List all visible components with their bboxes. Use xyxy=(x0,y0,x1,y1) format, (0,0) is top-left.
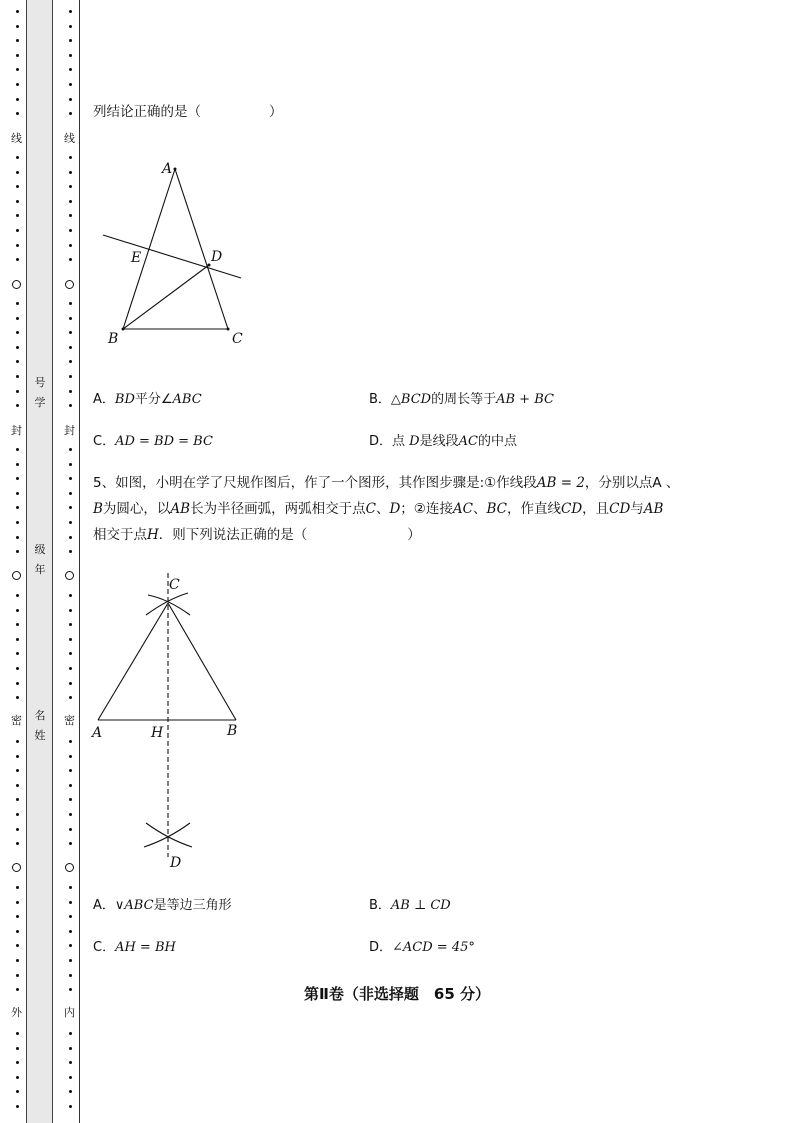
option-math: BCD xyxy=(400,392,432,407)
q4-option-a[interactable] xyxy=(93,388,202,407)
binding-dot xyxy=(69,740,72,743)
binding-dot xyxy=(16,652,19,655)
q5-math: AB xyxy=(643,501,664,517)
binding-dot xyxy=(69,828,72,831)
q5-text: ，且 xyxy=(582,501,610,517)
binding-dot xyxy=(69,185,72,188)
q5-text: ） xyxy=(407,527,421,543)
binding-dot xyxy=(69,302,72,305)
binding-dot xyxy=(16,550,19,553)
option-math: ∠ACD = 45° xyxy=(392,940,475,955)
q4-triangle-figure xyxy=(95,155,255,350)
q4-stem xyxy=(93,100,283,120)
q5-text: 、 xyxy=(472,501,487,517)
binding-dot xyxy=(69,1061,72,1064)
binding-dot xyxy=(16,609,19,612)
option-prefix: D． xyxy=(369,940,393,955)
q5-text: ，分别以点A 、 xyxy=(584,475,680,491)
binding-dot xyxy=(69,83,72,86)
option-math: AH = BH xyxy=(115,940,176,955)
binding-dot xyxy=(16,185,19,188)
binding-dot xyxy=(16,594,19,597)
binding-dot xyxy=(16,39,19,42)
q5-construction-figure xyxy=(88,565,253,875)
binding-dot xyxy=(16,696,19,699)
binding-dot xyxy=(69,200,72,203)
segment-bd xyxy=(123,265,209,329)
q4-option-d[interactable] xyxy=(369,430,517,449)
binding-dot xyxy=(69,623,72,626)
binding-dot xyxy=(69,317,72,320)
binding-dot xyxy=(16,536,19,539)
inner-mark-feng: 封 xyxy=(64,424,75,437)
binding-dot xyxy=(16,915,19,918)
binding-dot xyxy=(69,594,72,597)
option-prefix: C． xyxy=(93,434,116,449)
option-text: 是等边三角形 xyxy=(153,898,232,913)
binding-dot xyxy=(16,1047,19,1050)
label-h: H xyxy=(151,725,164,741)
outer-circle xyxy=(12,863,21,872)
binding-dot xyxy=(16,214,19,217)
q5-math: CD xyxy=(560,501,583,517)
q5-text: 与 xyxy=(630,501,644,517)
inner-mark-nei: 内 xyxy=(64,1006,75,1019)
binding-dot xyxy=(16,1090,19,1093)
q5-text: 为圆心，以 xyxy=(102,501,171,517)
option-prefix: A． xyxy=(93,392,115,407)
field-char: 名 xyxy=(34,709,46,722)
binding-dot xyxy=(16,798,19,801)
inner-circle xyxy=(65,280,74,289)
q5-math: C xyxy=(365,501,376,517)
binding-dot xyxy=(16,448,19,451)
binding-dot xyxy=(69,258,72,261)
binding-dot xyxy=(16,302,19,305)
option-math: ABC xyxy=(124,898,154,913)
student-id-label xyxy=(33,373,47,413)
binding-dot xyxy=(69,652,72,655)
q5-math: AC xyxy=(452,501,473,517)
inner-mark-xian: 线 xyxy=(64,132,75,145)
binding-dot xyxy=(69,112,72,115)
q5-option-c[interactable] xyxy=(93,936,176,955)
field-char: 学 xyxy=(34,396,46,409)
binding-dot xyxy=(16,755,19,758)
binding-dot xyxy=(16,944,19,947)
binding-dot xyxy=(69,682,72,685)
binding-dot xyxy=(69,974,72,977)
inner-mark-mi: 密 xyxy=(64,714,75,727)
binding-dot xyxy=(69,1047,72,1050)
binding-dot xyxy=(69,229,72,232)
binding-dot xyxy=(16,404,19,407)
binding-dot xyxy=(69,536,72,539)
inner-circle xyxy=(65,571,74,580)
binding-dot xyxy=(69,10,72,13)
label-e: E xyxy=(131,250,142,266)
binding-dot xyxy=(16,98,19,101)
option-math: BD xyxy=(114,392,135,407)
q4-option-c[interactable] xyxy=(93,430,213,449)
binding-dot xyxy=(16,974,19,977)
binding-dot xyxy=(69,959,72,962)
q4-stem-close: ） xyxy=(269,104,283,120)
q5-math: CD xyxy=(609,501,631,517)
binding-dot xyxy=(16,842,19,845)
field-char: 级 xyxy=(34,543,46,556)
binding-dot xyxy=(69,1076,72,1079)
binding-dot xyxy=(69,404,72,407)
binding-dot xyxy=(69,171,72,174)
option-text: 的周长等于 xyxy=(431,392,497,407)
binding-dot xyxy=(16,83,19,86)
q5-math: H xyxy=(147,527,159,543)
q5-option-d[interactable] xyxy=(369,936,475,955)
binding-dot xyxy=(16,667,19,670)
binding-dot xyxy=(69,54,72,57)
inner-circle xyxy=(65,863,74,872)
binding-dot xyxy=(16,346,19,349)
binding-dot xyxy=(69,798,72,801)
outer-mark-feng: 封 xyxy=(11,424,22,437)
binding-dot xyxy=(16,229,19,232)
binding-dot xyxy=(69,39,72,42)
q5-text: 5、如图，小明在学了尺规作图后，作了一个图形，其作图步骤是:①作线段 xyxy=(93,475,537,491)
q4-stem-text: 列结论正确的是（ xyxy=(93,104,201,120)
binding-dot xyxy=(69,550,72,553)
q4-option-b[interactable] xyxy=(369,388,554,407)
outer-mark-wai: 外 xyxy=(11,1006,22,1019)
q5-math: AB xyxy=(170,501,191,517)
binding-dot xyxy=(16,112,19,115)
binding-dot xyxy=(69,784,72,787)
binding-dot xyxy=(69,331,72,334)
binding-dot xyxy=(16,492,19,495)
field-char: 号 xyxy=(34,376,46,389)
label-a: A xyxy=(162,161,173,177)
outer-mark-mi: 密 xyxy=(11,714,22,727)
label-c: C xyxy=(232,331,243,347)
binding-dot xyxy=(69,506,72,509)
option-prefix: B． xyxy=(369,898,391,913)
option-prefix: D．点 xyxy=(369,434,410,449)
binding-dot xyxy=(69,930,72,933)
q5-stem-line1 xyxy=(93,471,679,491)
binding-dot xyxy=(69,98,72,101)
label-c: C xyxy=(169,577,180,593)
outer-circle xyxy=(12,571,21,580)
binding-dot xyxy=(16,1032,19,1035)
segment-ac xyxy=(98,603,168,720)
field-char: 姓 xyxy=(34,729,46,742)
binding-dot xyxy=(16,901,19,904)
binding-dot xyxy=(16,200,19,203)
binding-dot xyxy=(16,682,19,685)
label-b: B xyxy=(227,723,238,739)
binding-dot xyxy=(16,331,19,334)
binding-dot xyxy=(16,930,19,933)
binding-dot xyxy=(69,915,72,918)
q5-math: B xyxy=(93,501,103,517)
binding-dot xyxy=(16,10,19,13)
binding-dot xyxy=(16,1105,19,1108)
q5-text: 、 xyxy=(375,501,390,517)
name-label xyxy=(33,706,47,746)
option-text: 是线段 xyxy=(419,434,459,449)
binding-dot xyxy=(16,390,19,393)
q5-math: BC xyxy=(486,501,507,517)
binding-dot xyxy=(69,375,72,378)
binding-dot xyxy=(16,506,19,509)
binding-dot xyxy=(16,317,19,320)
binding-dot xyxy=(69,667,72,670)
binding-rule xyxy=(79,0,80,1123)
binding-dot xyxy=(69,346,72,349)
binding-dot xyxy=(69,696,72,699)
binding-dot xyxy=(69,244,72,247)
binding-dot xyxy=(69,156,72,159)
binding-dot xyxy=(69,1090,72,1093)
binding-dot xyxy=(69,944,72,947)
binding-dot xyxy=(69,68,72,71)
option-prefix: C． xyxy=(93,940,116,955)
q5-text: 相交于点 xyxy=(93,527,147,543)
binding-dot xyxy=(69,448,72,451)
binding-dot xyxy=(16,156,19,159)
q5-text: ，作直线 xyxy=(506,501,561,517)
q5-stem-line3 xyxy=(93,523,421,543)
binding-dot xyxy=(16,463,19,466)
q5-text: 长为半径画弧，两弧相交于点 xyxy=(190,501,366,517)
q5-stem-line2 xyxy=(93,497,663,517)
q5-math: D xyxy=(389,501,401,517)
binding-dot xyxy=(69,638,72,641)
option-math: AB ⊥ CD xyxy=(390,898,451,913)
binding-dot xyxy=(16,244,19,247)
binding-dot xyxy=(16,54,19,57)
binding-dot xyxy=(69,609,72,612)
q5-math: AB = 2 xyxy=(536,475,585,491)
binding-dot xyxy=(69,769,72,772)
q5-option-a[interactable] xyxy=(93,894,232,913)
binding-dot xyxy=(69,360,72,363)
option-math: AB + BC xyxy=(496,392,554,407)
binding-dot xyxy=(69,755,72,758)
binding-dot xyxy=(16,1061,19,1064)
label-b: B xyxy=(108,331,119,347)
option-math: D xyxy=(409,434,420,449)
option-text: 的中点 xyxy=(477,434,517,449)
grade-label xyxy=(33,540,47,580)
binding-dot xyxy=(69,463,72,466)
binding-dot xyxy=(16,171,19,174)
outer-circle xyxy=(12,280,21,289)
binding-dot xyxy=(69,901,72,904)
binding-dot xyxy=(69,521,72,524)
binding-dot xyxy=(16,360,19,363)
binding-dot xyxy=(69,886,72,889)
binding-margin xyxy=(0,0,82,1123)
q5-text: ．则下列说法正确的是（ xyxy=(158,527,308,543)
q5-text: ；②连接 xyxy=(400,501,453,517)
section-heading: 第Ⅱ卷（非选择题 65 分） xyxy=(304,985,490,1003)
binding-dot xyxy=(16,1076,19,1079)
binding-dot xyxy=(16,477,19,480)
option-math: AD = BD = BC xyxy=(115,434,213,449)
option-math: AC xyxy=(458,434,478,449)
binding-dot xyxy=(16,521,19,524)
option-math: ABC xyxy=(172,392,202,407)
binding-dot xyxy=(69,477,72,480)
binding-dot xyxy=(69,842,72,845)
binding-dot xyxy=(69,390,72,393)
binding-dot xyxy=(16,886,19,889)
option-prefix: B．△ xyxy=(369,392,401,407)
binding-dot xyxy=(16,828,19,831)
binding-dot xyxy=(16,784,19,787)
binding-dot xyxy=(16,375,19,378)
binding-dot xyxy=(16,769,19,772)
binding-dot xyxy=(69,1032,72,1035)
outer-mark-xian: 线 xyxy=(11,132,22,145)
option-prefix: A．∨ xyxy=(93,898,125,913)
field-char: 年 xyxy=(34,563,46,576)
binding-dot xyxy=(69,492,72,495)
binding-dot xyxy=(69,813,72,816)
binding-dot xyxy=(16,638,19,641)
segment-bc xyxy=(168,603,236,720)
label-a: A xyxy=(92,725,103,741)
binding-dot xyxy=(16,623,19,626)
binding-dot xyxy=(16,25,19,28)
binding-dot xyxy=(69,214,72,217)
label-d: D xyxy=(170,855,182,871)
label-d: D xyxy=(211,249,223,265)
binding-dot xyxy=(16,959,19,962)
binding-dot xyxy=(69,25,72,28)
binding-dot xyxy=(69,1105,72,1108)
option-text: 平分∠ xyxy=(134,392,173,407)
binding-dot xyxy=(16,68,19,71)
binding-dot xyxy=(16,740,19,743)
binding-dot xyxy=(16,258,19,261)
q5-option-b[interactable] xyxy=(369,894,451,913)
binding-dot xyxy=(16,813,19,816)
